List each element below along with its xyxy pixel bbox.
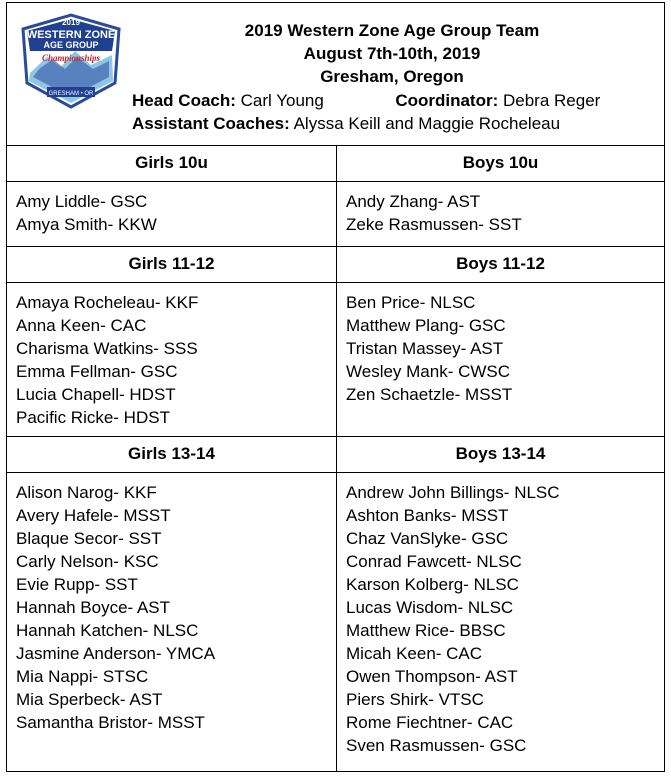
girls-10u-heading: Girls 10u	[7, 145, 336, 182]
championships-logo	[17, 11, 125, 111]
girls-11-12-list	[16, 291, 198, 429]
swimmer-entry: Piers Shirk- VTSC	[346, 690, 484, 709]
boys-10u-heading: Boys 10u	[337, 145, 664, 182]
swimmer-entry: Hannah Boyce- AST	[16, 598, 171, 617]
row-13-14	[7, 436, 664, 771]
swimmer-entry: Hannah Katchen- NLSC	[16, 621, 199, 640]
swimmer-entry: Matthew Plang- GSC	[346, 316, 506, 335]
swimmer-entry: Andy Zhang- AST	[346, 192, 481, 211]
girls-10u-list	[16, 190, 157, 236]
swimmer-entry: Avery Hafele- MSST	[16, 506, 171, 525]
logo-line2: AGE GROUP	[43, 40, 99, 50]
swimmer-entry: Alison Narog- KKF	[16, 483, 157, 502]
boys-11-12-list	[346, 291, 512, 406]
swimmer-entry: Anna Keen- CAC	[16, 316, 147, 335]
girls-13-14-column	[7, 436, 337, 771]
swimmer-entry: Ashton Banks- MSST	[346, 506, 509, 525]
swimmer-entry: Sven Rasmussen- GSC	[346, 736, 527, 755]
girls-13-14-list	[16, 481, 215, 734]
swimmer-entry: Conrad Fawcett- NLSC	[346, 552, 522, 571]
swimmer-entry: Blaque Secor- SST	[16, 529, 162, 548]
boys-13-14-list	[346, 481, 560, 757]
swimmer-entry: Zeke Rasmussen- SST	[346, 215, 522, 234]
row-10u	[7, 145, 664, 246]
swimmer-entry: Rome Fiechtner- CAC	[346, 713, 514, 732]
swimmer-entry: Amy Liddle- GSC	[16, 192, 148, 211]
swimmer-entry: Matthew Rice- BBSC	[346, 621, 506, 640]
swimmer-entry: Jasmine Anderson- YMCA	[16, 644, 216, 663]
girls-11-12-column	[7, 246, 337, 436]
boys-11-12-heading: Boys 11-12	[337, 246, 664, 283]
logo-line1: WESTERN ZONE	[26, 29, 116, 41]
swimmer-entry: Andrew John Billings- NLSC	[346, 483, 560, 502]
head-coach-label: Head Coach:	[132, 91, 236, 110]
girls-10u-column	[7, 145, 337, 246]
swimmer-entry: Evie Rupp- SST	[16, 575, 138, 594]
swimmer-entry: Carly Nelson- KSC	[16, 552, 159, 571]
swimmer-entry: Tristan Massey- AST	[346, 339, 504, 358]
girls-13-14-heading: Girls 13-14	[7, 436, 336, 473]
staff-line-1	[132, 89, 600, 112]
boys-11-12-column	[337, 246, 664, 436]
boys-10u-list	[346, 190, 522, 236]
girls-11-12-heading: Girls 11-12	[7, 246, 336, 283]
logo-footer: GRESHAM • OR	[48, 91, 94, 97]
roster-header	[7, 3, 664, 146]
head-coach-name: Carl Young	[240, 91, 324, 110]
boys-13-14-column	[337, 436, 664, 771]
logo-year: 2019	[62, 18, 80, 27]
event-location: Gresham, Oregon	[320, 67, 464, 86]
swimmer-entry: Chaz VanSlyke- GSC	[346, 529, 509, 548]
logo-line3: Championships	[41, 53, 101, 63]
swimmer-entry: Mia Nappi- STSC	[16, 667, 149, 686]
assistant-label: Assistant Coaches:	[132, 114, 290, 133]
swimmer-entry: Lucas Wisdom- NLSC	[346, 598, 514, 617]
staff-line-2	[132, 112, 600, 135]
swimmer-entry: Amaya Rocheleau- KKF	[16, 293, 199, 312]
swimmer-entry: Owen Thompson- AST	[346, 667, 518, 686]
swimmer-entry: Emma Fellman- GSC	[16, 362, 178, 381]
coordinator-name: Debra Reger	[502, 91, 601, 110]
row-11-12	[7, 246, 664, 436]
swimmer-entry: Pacific Ricke- HDST	[16, 408, 170, 427]
swimmer-entry: Ben Price- NLSC	[346, 293, 476, 312]
swimmer-entry: Amya Smith- KKW	[16, 215, 157, 234]
swimmer-entry: Samantha Bristor- MSST	[16, 713, 205, 732]
swimmer-entry: Charisma Watkins- SSS	[16, 339, 198, 358]
swimmer-entry: Karson Kolberg- NLSC	[346, 575, 519, 594]
header-titles	[127, 19, 657, 88]
swimmer-entry: Zen Schaetzle- MSST	[346, 385, 513, 404]
event-dates: August 7th-10th, 2019	[303, 44, 481, 63]
boys-10u-column	[337, 145, 664, 246]
coordinator-label: Coordinator:	[395, 91, 499, 110]
swimmer-entry: Micah Keen- CAC	[346, 644, 483, 663]
roster-sheet	[6, 2, 665, 772]
boys-13-14-heading: Boys 13-14	[337, 436, 664, 473]
swimmer-entry: Lucia Chapell- HDST	[16, 385, 176, 404]
page-title: 2019 Western Zone Age Group Team	[244, 21, 540, 40]
swimmer-entry: Mia Sperbeck- AST	[16, 690, 163, 709]
assistant-names: Alyssa Keill and Maggie Rocheleau	[293, 114, 561, 133]
coaching-staff	[132, 89, 600, 135]
swimmer-entry: Wesley Mank- CWSC	[346, 362, 511, 381]
